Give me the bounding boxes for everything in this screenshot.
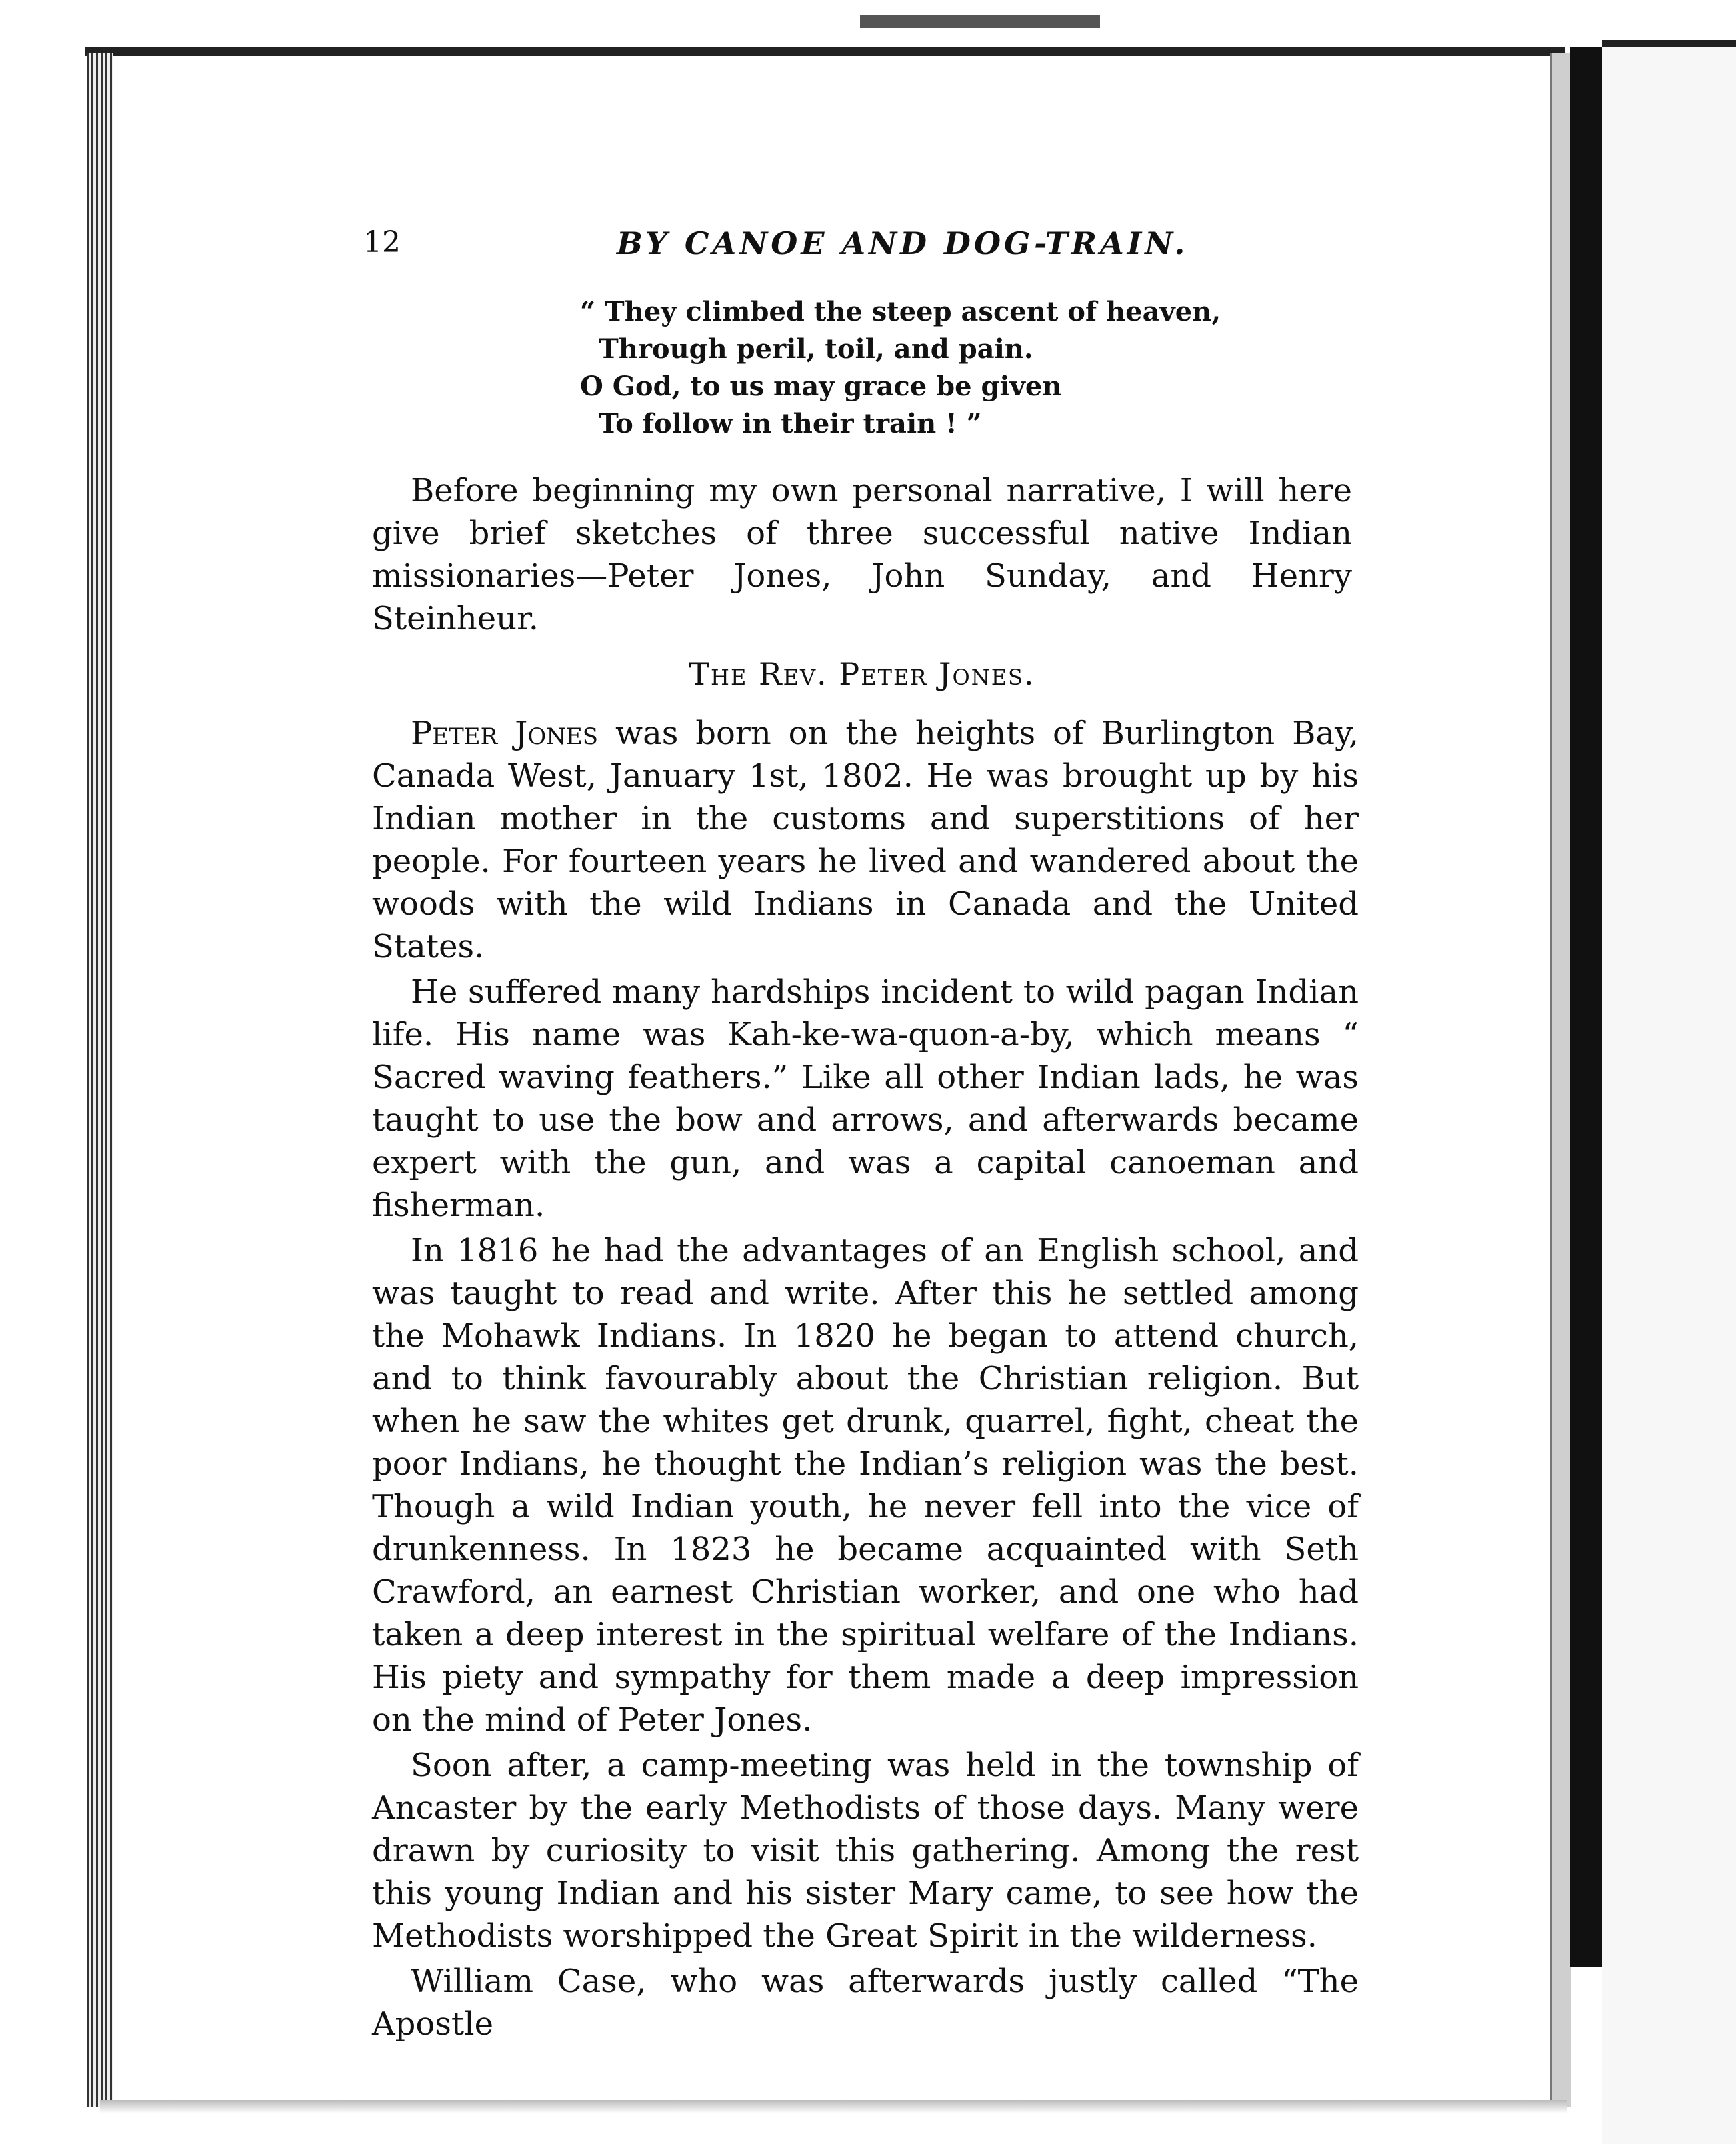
epigraph-line: To follow in their train ! ” [599,408,982,439]
section-heading: The Rev. Peter Jones. [689,656,1035,692]
epigraph-line: Through peril, toil, and pain. [599,333,1033,365]
paragraph: He suffered many hardships incident to wild pagan Indian life. His name was Kah-ke-wa-quon-a-by, which means “ Sacred waving feathers.” Like all other Indian lads, he was taught to use the bow and arrows, and afterwards became expert with the gun, and was a capital canoeman and fisherman. [372,973,1359,1224]
epigraph-line: “ They climbed the steep ascent of heaven, [580,296,1221,327]
epigraph [580,293,1247,443]
article-body [372,712,1359,2048]
paragraph [372,712,1359,968]
scan-top-strip [860,15,1100,28]
facing-page-edge [1602,40,1736,47]
page-stack-edge-left [87,53,113,2107]
book-title: BY CANOE AND DOG-TRAIN. [617,225,1189,261]
scan-frame-top [85,47,1565,56]
facing-page [1602,40,1736,2144]
page-edge-right [1550,53,1571,2107]
intro-paragraph: Before beginning my own personal narrative, I will here give brief sketches of three successful native Indian missionaries—Peter Jones, John Sunday, and Henry Steinheur. [372,472,1352,637]
paragraph: Soon after, a camp-meeting was held in the township of Ancaster by the early Methodists of those days. Many were drawn by curiosity to visit this gathering. Among the rest this young Indian and his sister Mary came, to see how the Methodists worshipped the Great Spirit in the wilderness. [372,1747,1359,1955]
paragraph-text: was born on the heights of Burlington Bay, Canada West, January 1st, 1802. He was brought up by his Indian mother in the customs and superstitions of her people. For fourteen years he lived and wandered about the woods with the wild Indians in Canada and the United States. [372,715,1359,965]
lead-name: Peter Jones [411,715,599,752]
epigraph-line: O God, to us may grace be given [580,371,1062,402]
book-spine-shadow [1570,47,1602,1967]
page-number: 12 [363,225,401,259]
running-head [363,225,1443,265]
paragraph: In 1816 he had the advantages of an English school, and was taught to read and write. After this he settled among the Mohawk Indians. In 1820 he began to attend church, and to think favourably about the Christian religion. But when he saw the whites get drunk, quarrel, fight, cheat the poor Indians, he thought the Indian’s religion was the best. Though a wild Indian youth, he never fell into the vice of drunkenness. In 1823 he became acquainted with Seth Crawford, an earnest Christian worker, and one who had taken a deep interest in the spiritual welfare of the Indians. His piety and sympathy for them made a deep impression on the mind of Peter Jones. [372,1232,1359,1739]
scan-frame-bottom [100,2100,1567,2113]
paragraph: William Case, who was afterwards justly called “The Apostle [372,1963,1359,2043]
